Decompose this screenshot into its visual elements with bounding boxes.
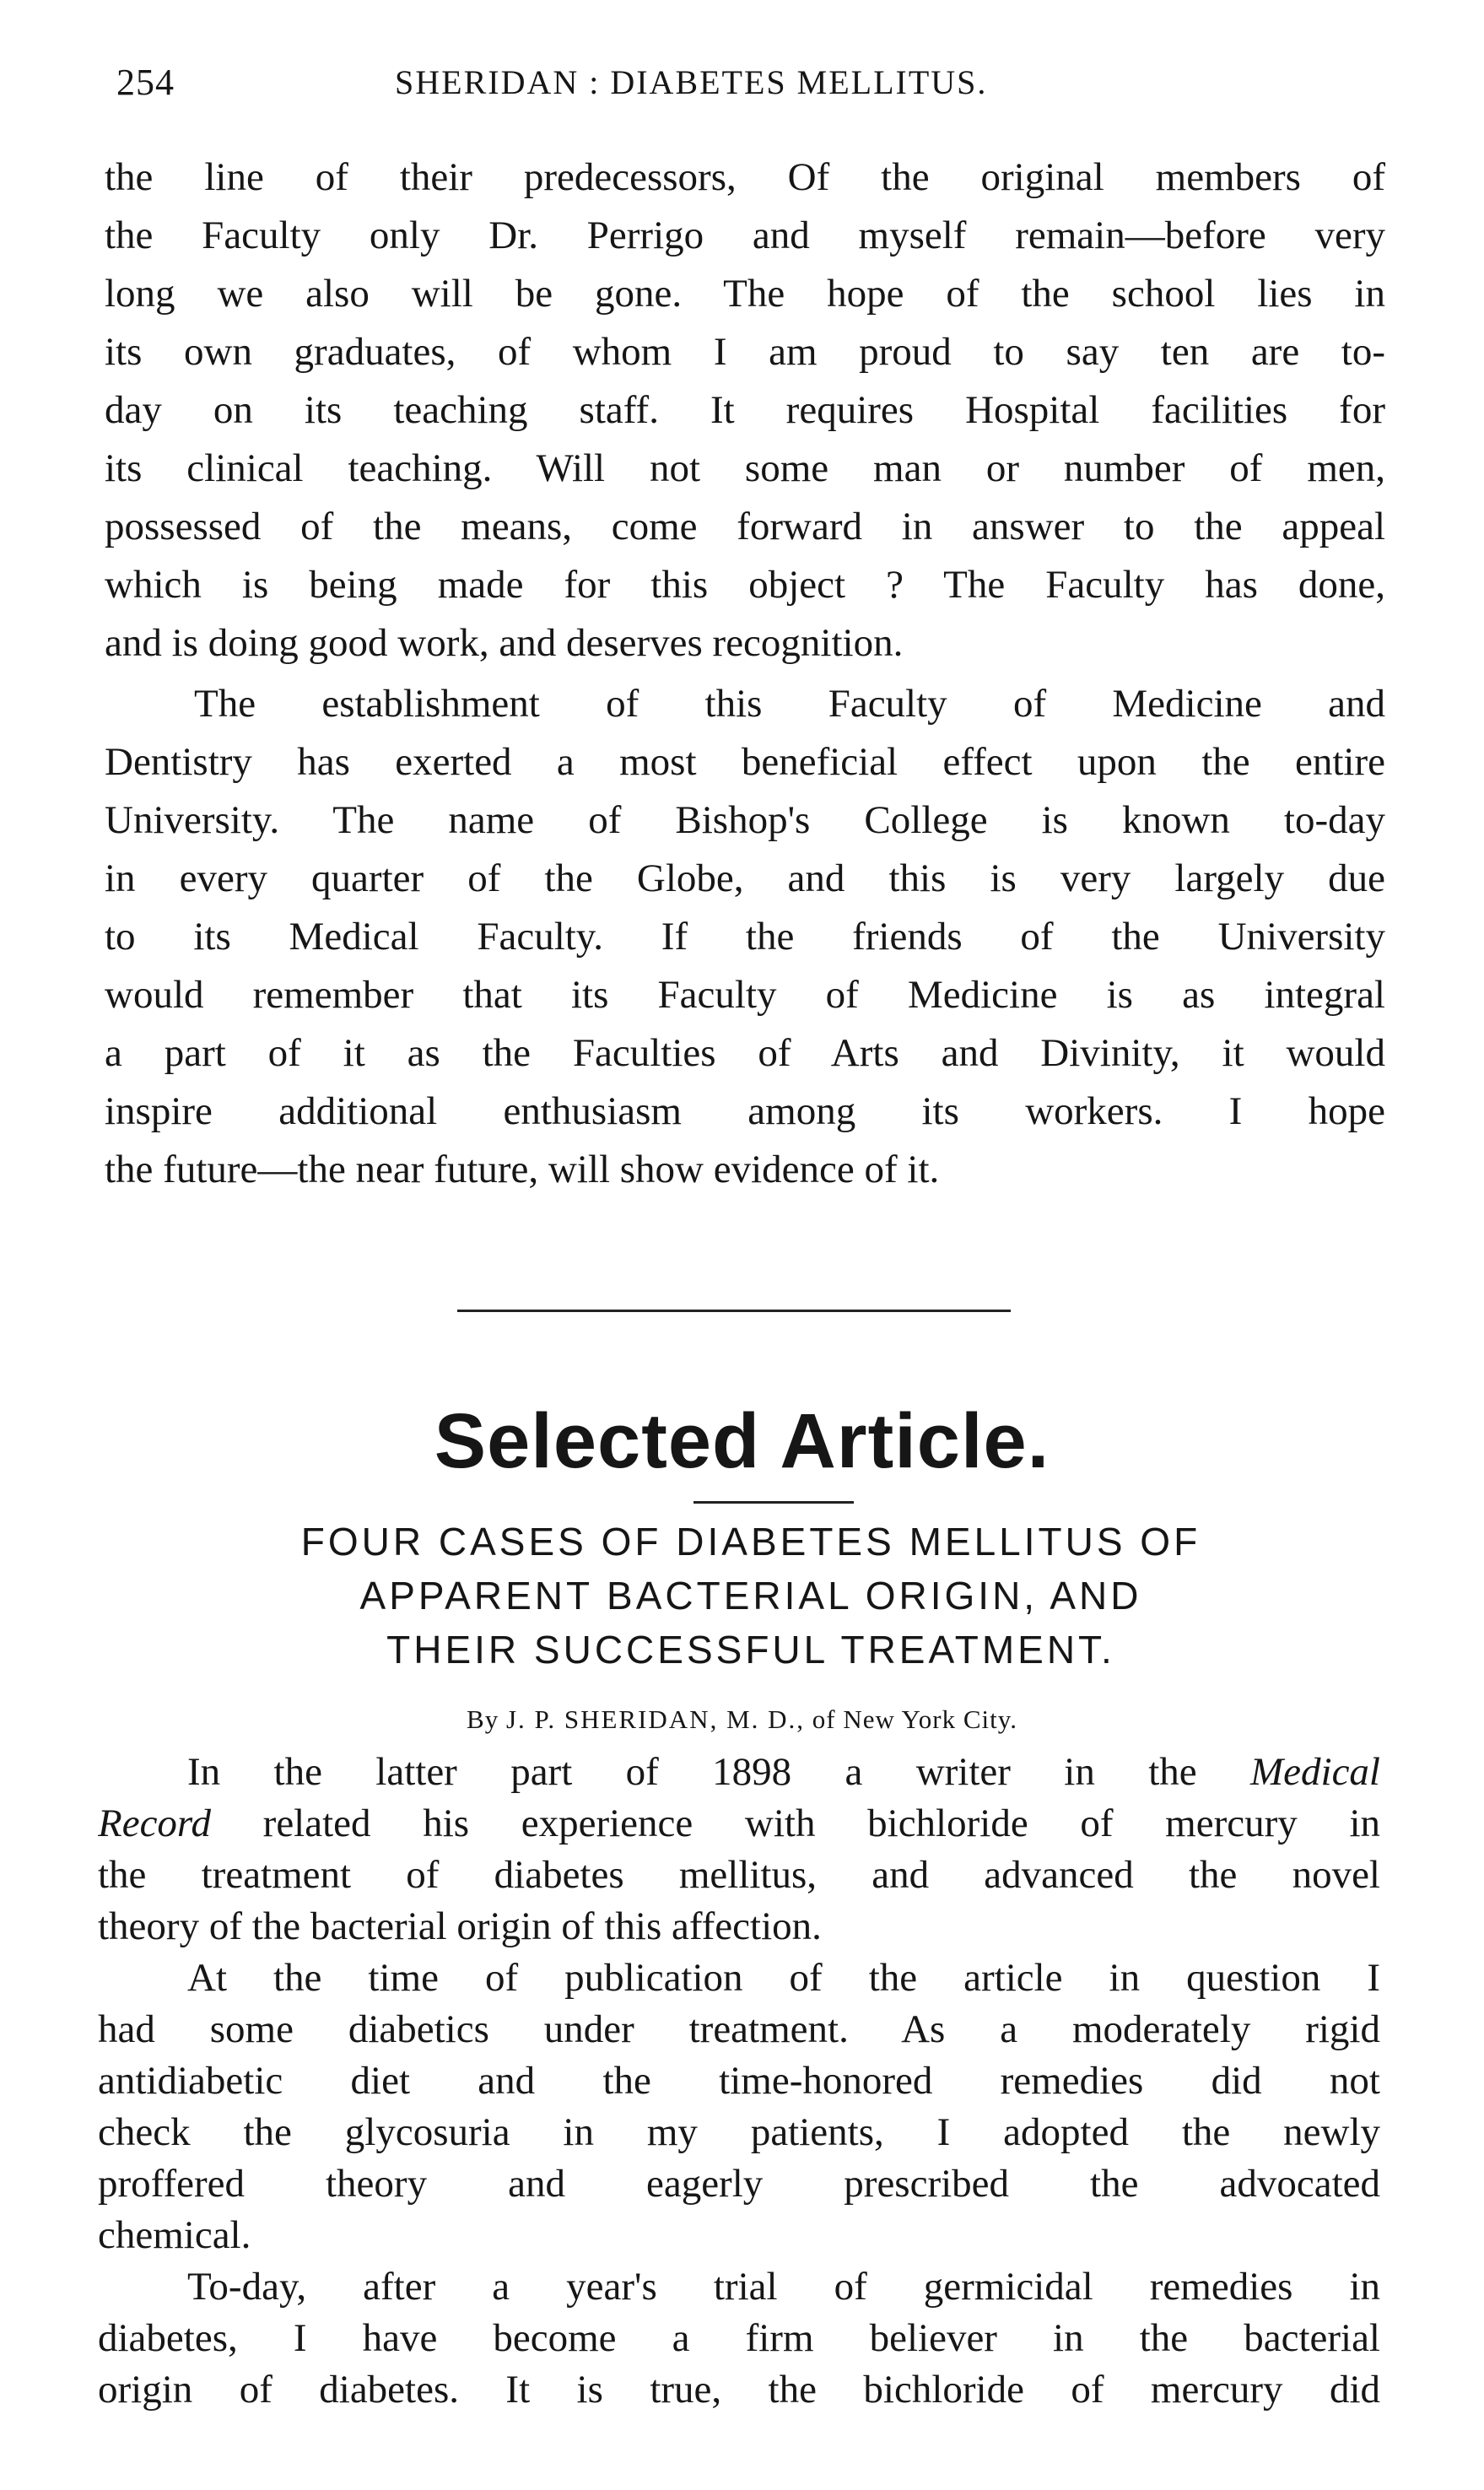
- article-title: [160, 1515, 1341, 1677]
- text-line: in every quarter of the Globe, and this is very largely due: [105, 856, 1385, 900]
- paragraph-predecessors: [105, 149, 1385, 672]
- text-line: long we also will be gone. The hope of the school lies in: [105, 272, 1385, 316]
- text-line: The establishment of this Faculty of Medicine and: [194, 682, 1385, 726]
- text-line: theory of the bacterial origin of this affection.: [98, 1904, 822, 1948]
- text-line: proffered theory and eagerly prescribed the advocated: [98, 2162, 1380, 2206]
- text-line: had some diabetics under treatment. As a moderately rigid: [98, 2007, 1380, 2051]
- text-line: University. The name of Bishop's College is known to-day: [105, 798, 1385, 842]
- text-line: origin of diabetes. It is true, the bichloride of mercury did: [98, 2368, 1380, 2412]
- byline-prefix: By: [467, 1704, 499, 1734]
- text-line: [98, 1747, 1380, 1798]
- section-divider: [457, 1310, 1011, 1312]
- text-run: related his experience with bichloride of mercury in: [262, 1801, 1380, 1845]
- byline-suffix: of New York City.: [812, 1704, 1017, 1734]
- text-line: chemical.: [98, 2213, 251, 2257]
- text-line: At the time of publication of the article in question I: [187, 1956, 1380, 2000]
- text-line: the treatment of diabetes mellitus, and advanced the novel: [98, 1853, 1380, 1897]
- text-line: a part of it as the Faculties of Arts and Divinity, it would: [105, 1031, 1385, 1075]
- heading-underline: [693, 1501, 854, 1504]
- text-line: check the glycosuria in my patients, I adopted the newly: [98, 2110, 1380, 2154]
- article-title-line: FOUR CASES OF DIABETES MELLITUS OF: [300, 1520, 1201, 1564]
- text-line: the line of their predecessors, Of the original members of: [105, 155, 1385, 199]
- running-title: SHERIDAN : DIABETES MELLITUS.: [395, 63, 988, 101]
- text-line: which is being made for this object ? The Faculty has done,: [105, 563, 1385, 607]
- text-run: In the latter part of 1898 a writer in the: [187, 1750, 1197, 1794]
- text-line: would remember that its Faculty of Medicine is as integral: [105, 973, 1385, 1017]
- text-line: antidiabetic diet and the time-honored remedies did not: [98, 2059, 1380, 2103]
- section-heading: Selected Article.: [434, 1398, 1050, 1484]
- journal-title-italic: Medical: [1250, 1750, 1380, 1794]
- text-line: [98, 1798, 1380, 1850]
- text-line: To-day, after a year's trial of germicidal remedies in: [187, 2265, 1380, 2309]
- text-line: its clinical teaching. Will not some man or number of men,: [105, 446, 1385, 490]
- text-line: the future—the near future, will show evidence of it.: [105, 1148, 940, 1191]
- text-line: day on its teaching staff. It requires Hospital facilities for: [105, 388, 1385, 432]
- text-line: inspire additional enthusiasm among its workers. I hope: [105, 1089, 1385, 1133]
- byline: [0, 1699, 1484, 1741]
- article-title-line: THEIR SUCCESSFUL TREATMENT.: [386, 1628, 1115, 1672]
- running-head: [116, 57, 1382, 108]
- text-line: Dentistry has exerted a most beneficial effect upon the entire: [105, 740, 1385, 784]
- paragraph-faculty-effect: [105, 675, 1385, 1199]
- article-title-line: APPARENT BACTERIAL ORIGIN, AND: [359, 1574, 1142, 1618]
- byline-author: J. P. SHERIDAN, M. D.,: [505, 1704, 806, 1734]
- text-line: diabetes, I have become a firm believer in the bacterial: [98, 2316, 1380, 2360]
- journal-title-italic: Record: [98, 1801, 211, 1845]
- text-line: the Faculty only Dr. Perrigo and myself remain—before very: [105, 213, 1385, 257]
- text-line: and is doing good work, and deserves recognition.: [105, 621, 904, 665]
- article-body: [98, 1747, 1380, 2416]
- text-line: its own graduates, of whom I am proud to say ten are to-: [105, 330, 1385, 374]
- text-line: to its Medical Faculty. If the friends of the University: [105, 915, 1385, 959]
- page-number: 254: [116, 62, 175, 103]
- text-line: possessed of the means, come forward in answer to the appeal: [105, 505, 1385, 548]
